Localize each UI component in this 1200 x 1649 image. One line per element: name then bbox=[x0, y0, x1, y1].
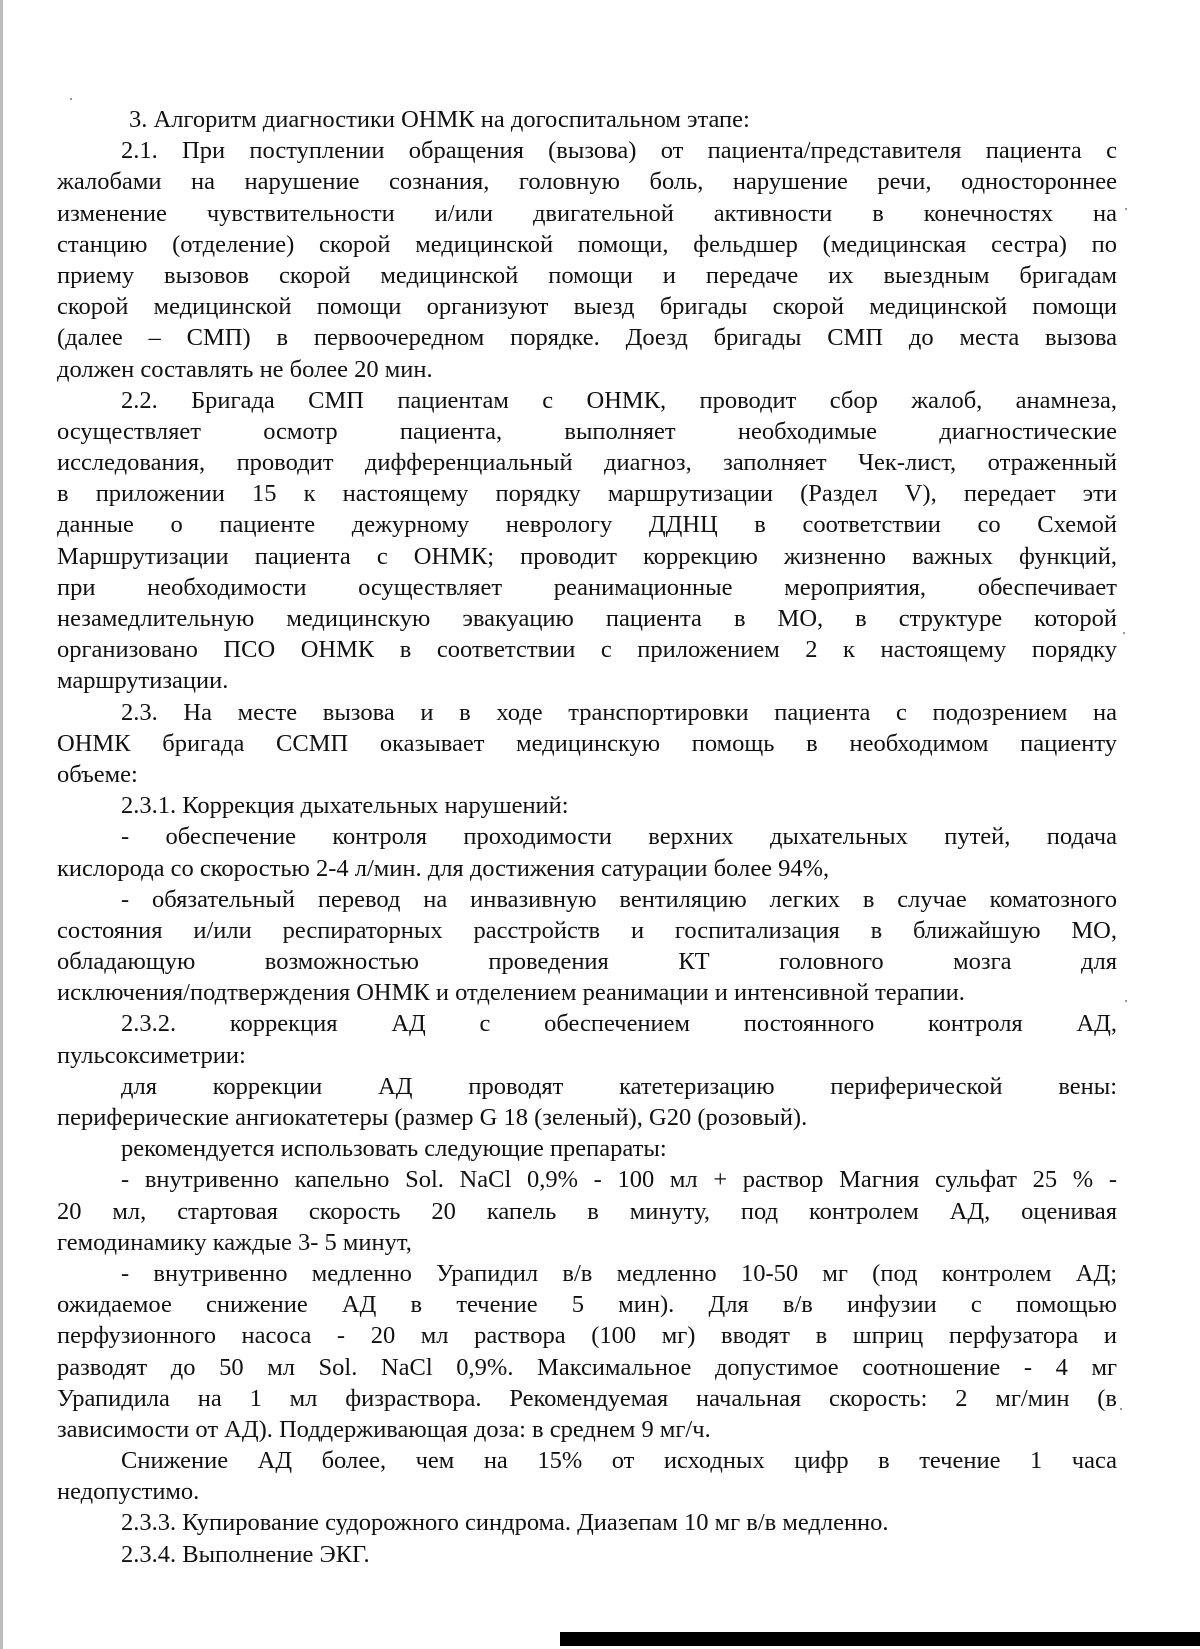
paragraph-line: недопустимо. bbox=[57, 1478, 200, 1506]
paragraph-line: 2.3. На месте вызова и в ходе транспортировки пациента с подозрением на bbox=[121, 698, 1117, 726]
scan-speck bbox=[1120, 1408, 1122, 1410]
list-item-line: 20 мл, стартовая скорость 20 капель в минуту, под контролем АД, оценивая bbox=[57, 1197, 1117, 1225]
paragraph-line: 2.2. Бригада СМП пациентам с ОНМК, проводит сбор жалоб, анамнеза, bbox=[121, 386, 1117, 414]
list-item-line: кислорода со скоростью 2-4 л/мин. для достижения сатурации более 94%, bbox=[57, 854, 830, 882]
list-item-line: - обязательный перевод на инвазивную вентиляцию легких в случае коматозного bbox=[121, 885, 1117, 913]
paragraph-line: Снижение АД более, чем на 15% от исходных цифр в течение 1 часа bbox=[121, 1447, 1117, 1475]
subsection-heading: 2.3.2. коррекция АД с обеспечением постоянного контроля АД, bbox=[121, 1010, 1117, 1038]
paragraph-line: Маршрутизации пациента с ОНМК; проводит коррекцию жизненно важных функций, bbox=[57, 542, 1117, 570]
paragraph-line: жалобами на нарушение сознания, головную боль, нарушение речи, одностороннее bbox=[57, 168, 1117, 196]
subsection-heading: 2.3.1. Коррекция дыхательных нарушений: bbox=[121, 792, 569, 820]
paragraph-line: пульсоксиметрии: bbox=[57, 1041, 246, 1069]
paragraph-line: 2.1. При поступлении обращения (вызова) от пациента/представителя пациента с bbox=[121, 137, 1117, 165]
list-item-line: ожидаемое снижение АД в течение 5 мин). Для в/в инфузии с помощью bbox=[57, 1291, 1117, 1319]
list-item-line: Урапидила на 1 мл физраствора. Рекомендуемая начальная скорость: 2 мг/мин (в bbox=[57, 1384, 1117, 1412]
subsection-heading: 2.3.3. Купирование судорожного синдрома. Диазепам 10 мг в/в медленно. bbox=[121, 1509, 889, 1537]
paragraph-line: организовано ПСО ОНМК в соответствии с приложением 2 к настоящему порядку bbox=[57, 636, 1117, 664]
paragraph-line: при необходимости осуществляет реанимационные мероприятия, обеспечивает bbox=[57, 573, 1117, 601]
list-item-line: гемодинамику каждые 3- 5 минут, bbox=[57, 1228, 412, 1256]
paragraph-line: должен составлять не более 20 мин. bbox=[57, 355, 433, 383]
paragraph-line: скорой медицинской помощи организуют выезд бригады скорой медицинской помощи bbox=[57, 293, 1117, 321]
paragraph-line: станцию (отделение) скорой медицинской помощи, фельдшер (медицинская сестра) по bbox=[57, 230, 1117, 258]
paragraph-line: незамедлительную медицинскую эвакуацию пациента в МО, в структуре которой bbox=[57, 605, 1117, 632]
list-item-line: - обеспечение контроля проходимости верхних дыхательных путей, подача bbox=[121, 823, 1117, 851]
scan-bottom-border bbox=[560, 1632, 1200, 1646]
paragraph-line: рекомендуется использовать следующие препараты: bbox=[121, 1135, 667, 1163]
paragraph-line: объеме: bbox=[57, 760, 138, 788]
paragraph-line: ОНМК бригада ССМП оказывает медицинскую помощь в необходимом пациенту bbox=[57, 729, 1117, 757]
paragraph-line: для коррекции АД проводят катетеризацию периферической вены: bbox=[121, 1072, 1117, 1100]
scan-speck bbox=[1125, 208, 1127, 210]
list-item-line: - внутривенно капельно Sol. NaCl 0,9% - 100 мл + раствор Магния сульфат 25 % - bbox=[121, 1166, 1117, 1194]
scan-left-edge bbox=[0, 0, 3, 1649]
paragraph-line: маршрутизации. bbox=[57, 667, 229, 695]
paragraph-line: изменение чувствительности и/или двигательной активности в конечностях на bbox=[57, 199, 1117, 227]
list-item-line: перфузионного насоса - 20 мл раствора (100 мг) вводят в шприц перфузатора и bbox=[57, 1322, 1117, 1350]
paragraph-line: (далее – СМП) в первоочередном порядке. Доезд бригады СМП до места вызова bbox=[57, 324, 1117, 352]
paragraph-line: периферические ангиокатетеры (размер G 18 (зеленый), G20 (розовый). bbox=[57, 1104, 808, 1131]
paragraph-line: данные о пациенте дежурному неврологу ДДНЦ в соответствии со Схемой bbox=[57, 511, 1117, 539]
subsection-heading: 2.3.4. Выполнение ЭКГ. bbox=[121, 1540, 370, 1568]
section-heading: 3. Алгоритм диагностики ОНМК на догоспитальном этапе: bbox=[129, 106, 750, 133]
scan-speck bbox=[1123, 632, 1125, 634]
paragraph-line: в приложении 15 к настоящему порядку маршрутизации (Раздел V), передает эти bbox=[57, 480, 1117, 508]
list-item-line: разводят до 50 мл Sol. NaCl 0,9%. Максимальное допустимое соотношение - 4 мг bbox=[57, 1353, 1117, 1381]
paragraph-line: осуществляет осмотр пациента, выполняет необходимые диагностические bbox=[57, 417, 1117, 445]
list-item-line: - внутривенно медленно Урапидил в/в медленно 10-50 мг (под контролем АД; bbox=[121, 1259, 1117, 1287]
scan-speck bbox=[70, 98, 72, 100]
list-item-line: зависимости от АД). Поддерживающая доза: в среднем 9 мг/ч. bbox=[57, 1415, 711, 1443]
document-body bbox=[57, 104, 1117, 1570]
list-item-line: исключения/подтверждения ОНМК и отделением реанимации и интенсивной терапии. bbox=[57, 979, 965, 1007]
list-item-line: обладающую возможностью проведения КТ головного мозга для bbox=[57, 948, 1117, 976]
scan-speck bbox=[1125, 1000, 1127, 1002]
paragraph-line: исследования, проводит дифференциальный диагноз, заполняет Чек-лист, отраженный bbox=[57, 449, 1117, 477]
list-item-line: состояния и/или респираторных расстройств и госпитализация в ближайшую МО, bbox=[57, 916, 1117, 944]
paragraph-line: приему вызовов скорой медицинской помощи и передаче их выездным бригадам bbox=[57, 261, 1117, 289]
